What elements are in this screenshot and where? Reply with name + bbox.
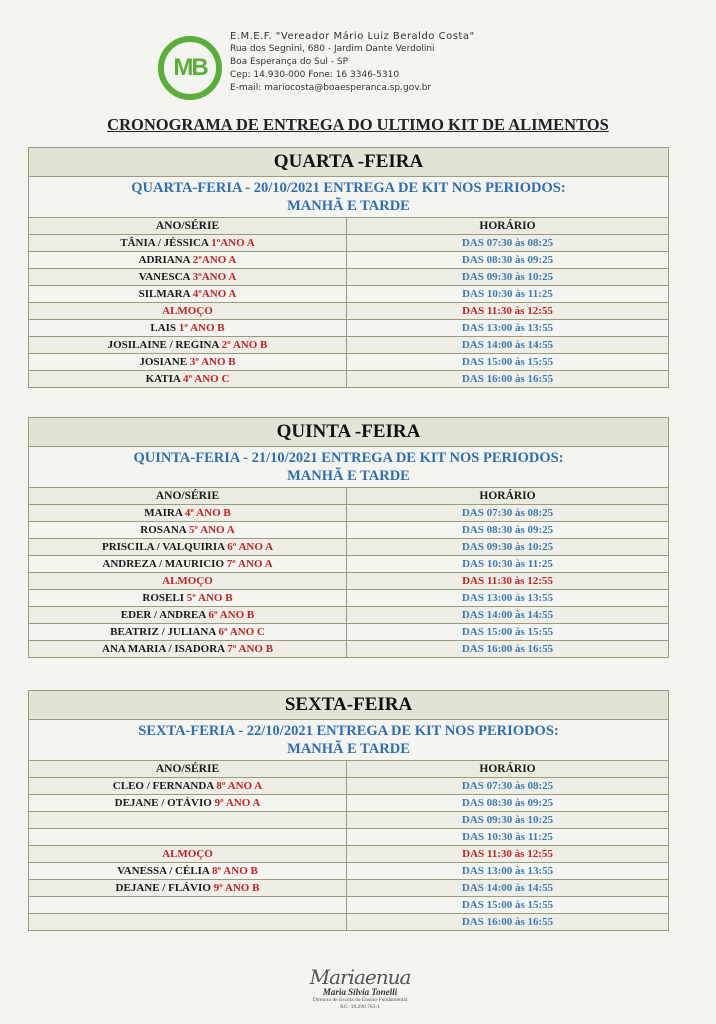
time-cell: DAS 13:00 às 13:55 xyxy=(347,863,669,880)
grade-label: 6º ANO A xyxy=(227,541,274,553)
student-names: VANESSA / CÉLIA xyxy=(117,865,213,877)
grade-label: 4º ANO B xyxy=(184,507,231,519)
time-cell: DAS 08:30 às 09:25 xyxy=(347,522,669,539)
time-cell: DAS 16:00 às 16:55 xyxy=(347,371,669,388)
student-cell xyxy=(29,371,347,388)
student-cell xyxy=(29,269,347,286)
student-names: VANESCA xyxy=(138,271,193,283)
col-header-student: ANO/SÉRIE xyxy=(29,761,347,778)
student-names: ROSANA xyxy=(140,524,189,536)
time-cell: DAS 16:00 às 16:55 xyxy=(347,641,669,658)
table-row xyxy=(29,522,669,539)
table-row xyxy=(29,863,669,880)
table-row xyxy=(29,795,669,812)
table-row xyxy=(29,371,669,388)
day-subtitle-line1: SEXTA-FERIA - 22/10/2021 ENTREGA DE KIT NOS PERIODOS: xyxy=(138,723,559,739)
student-names: LAIS xyxy=(150,322,179,334)
table-row xyxy=(29,573,669,590)
student-cell xyxy=(29,863,347,880)
grade-label: 7º ANO A xyxy=(226,558,273,570)
schedule-table xyxy=(28,690,669,931)
table-row xyxy=(29,556,669,573)
time-cell: DAS 09:30 às 10:25 xyxy=(347,812,669,829)
student-cell xyxy=(29,880,347,897)
grade-label: 6º ANO C xyxy=(218,626,265,638)
table-row xyxy=(29,269,669,286)
student-cell xyxy=(29,829,347,846)
grade-label: 6º ANO B xyxy=(208,609,255,621)
time-cell: DAS 16:00 às 16:55 xyxy=(347,914,669,931)
table-row xyxy=(29,829,669,846)
time-cell: DAS 10:30 às 11:25 xyxy=(347,556,669,573)
student-cell xyxy=(29,624,347,641)
student-cell xyxy=(29,539,347,556)
time-cell: DAS 14:00 às 14:55 xyxy=(347,880,669,897)
student-names: KATIA xyxy=(145,373,183,385)
time-cell: DAS 11:30 às 12:55 xyxy=(347,573,669,590)
student-names: ANA MARIA / ISADORA xyxy=(101,643,228,655)
time-cell: DAS 09:30 às 10:25 xyxy=(347,269,669,286)
time-cell: DAS 13:00 às 13:55 xyxy=(347,320,669,337)
student-names: SILMARA xyxy=(138,288,193,300)
grade-label: 9º ANO A xyxy=(214,797,261,809)
student-names: EDER / ANDREA xyxy=(120,609,209,621)
school-logo: MB xyxy=(158,36,222,100)
col-header-student: ANO/SÉRIE xyxy=(29,488,347,505)
table-row xyxy=(29,539,669,556)
grade-label: 9º ANO B xyxy=(213,882,260,894)
time-cell: DAS 11:30 às 12:55 xyxy=(347,846,669,863)
table-row xyxy=(29,624,669,641)
student-cell xyxy=(29,641,347,658)
day-schedule-2 xyxy=(28,690,668,931)
table-row xyxy=(29,320,669,337)
grade-label: 8º ANO A xyxy=(216,780,263,792)
grade-label: 3ºANO A xyxy=(192,271,237,283)
grade-label: 7º ANO B xyxy=(227,643,274,655)
student-cell xyxy=(29,897,347,914)
grade-label: ALMOÇO xyxy=(162,575,213,587)
day-name: SEXTA-FEIRA xyxy=(29,691,669,720)
student-cell xyxy=(29,252,347,269)
school-name: E.M.E.F. "Vereador Mário Luiz Beraldo Costa" xyxy=(230,31,475,42)
signature-role: Diretora de Escola do Ensino Fundamental xyxy=(312,997,408,1003)
student-cell xyxy=(29,812,347,829)
student-names: DEJANE / FLÁVIO xyxy=(115,882,214,894)
col-header-time: HORÁRIO xyxy=(347,218,669,235)
day-subtitle xyxy=(29,177,669,218)
student-names: ADRIANA xyxy=(138,254,193,266)
grade-label: 3º ANO B xyxy=(189,356,236,368)
school-address-line2: Boa Esperança do Sul - SP xyxy=(230,57,349,67)
time-cell: DAS 10:30 às 11:25 xyxy=(347,829,669,846)
signature-name: Maria Silvia Tonelli xyxy=(322,987,398,997)
grade-label: ALMOÇO xyxy=(162,848,213,860)
grade-label: 1ºANO A xyxy=(211,237,255,249)
table-row xyxy=(29,303,669,320)
student-names: ROSELI xyxy=(142,592,187,604)
day-subtitle-line2: MANHÃ E TARDE xyxy=(287,198,410,214)
student-names: JOSILAINE / REGINA xyxy=(107,339,222,351)
student-names: PRISCILA / VALQUIRIA xyxy=(101,541,228,553)
time-cell: DAS 09:30 às 10:25 xyxy=(347,539,669,556)
schedule-table xyxy=(28,417,669,658)
student-cell xyxy=(29,795,347,812)
student-cell xyxy=(29,303,347,320)
day-subtitle-line1: QUINTA-FERIA - 21/10/2021 ENTREGA DE KIT NOS PERIODOS: xyxy=(133,450,564,466)
signature-rg: RG: 18.290.763-1 xyxy=(340,1004,380,1010)
table-row xyxy=(29,778,669,795)
table-row xyxy=(29,914,669,931)
time-cell: DAS 07:30 às 08:25 xyxy=(347,778,669,795)
grade-label: 4º ANO C xyxy=(182,373,230,385)
table-row xyxy=(29,641,669,658)
grade-label: 8º ANO B xyxy=(212,865,258,877)
table-row xyxy=(29,846,669,863)
school-info xyxy=(230,30,475,95)
time-cell: DAS 14:00 às 14:55 xyxy=(347,337,669,354)
day-subtitle xyxy=(29,720,669,761)
grade-label: 2º ANO B xyxy=(221,339,268,351)
student-cell xyxy=(29,556,347,573)
student-names: TÂNIA / JÉSSICA xyxy=(120,237,212,249)
student-cell xyxy=(29,286,347,303)
document-title: CRONOGRAMA DE ENTREGA DO ULTIMO KIT DE ALIMENTOS xyxy=(107,115,609,134)
grade-label: 1º ANO B xyxy=(178,322,225,334)
day-name: QUINTA -FEIRA xyxy=(29,418,669,447)
signature-scribble: Mariaenua xyxy=(309,965,411,989)
table-row xyxy=(29,337,669,354)
table-row xyxy=(29,590,669,607)
student-names: MAIRA xyxy=(144,507,185,519)
day-schedule-1 xyxy=(28,417,668,658)
student-cell xyxy=(29,505,347,522)
table-row xyxy=(29,354,669,371)
student-cell xyxy=(29,354,347,371)
time-cell: DAS 08:30 às 09:25 xyxy=(347,252,669,269)
time-cell: DAS 07:30 às 08:25 xyxy=(347,505,669,522)
table-row xyxy=(29,880,669,897)
time-cell: DAS 15:00 às 15:55 xyxy=(347,624,669,641)
time-cell: DAS 10:30 às 11:25 xyxy=(347,286,669,303)
col-header-student: ANO/SÉRIE xyxy=(29,218,347,235)
student-cell xyxy=(29,590,347,607)
day-schedule-0 xyxy=(28,147,668,388)
student-cell xyxy=(29,778,347,795)
student-names: JOSIANE xyxy=(139,356,190,368)
student-names: ANDREZA / MAURICIO xyxy=(102,558,227,570)
day-name: QUARTA -FEIRA xyxy=(29,148,669,177)
schedule-table xyxy=(28,147,669,388)
student-cell xyxy=(29,337,347,354)
grade-label: 5º ANO A xyxy=(188,524,235,536)
time-cell: DAS 07:30 às 08:25 xyxy=(347,235,669,252)
grade-label: 4ºANO A xyxy=(192,288,237,300)
table-row xyxy=(29,897,669,914)
student-cell xyxy=(29,846,347,863)
table-row xyxy=(29,286,669,303)
day-subtitle-line2: MANHÃ E TARDE xyxy=(287,741,410,757)
table-row xyxy=(29,252,669,269)
school-address-line1: Rua dos Segnini, 680 - Jardim Dante Verdolini xyxy=(230,44,435,54)
student-cell xyxy=(29,522,347,539)
student-cell xyxy=(29,235,347,252)
school-phone: Cep: 14.930-000 Fone: 16 3346-5310 xyxy=(230,70,400,80)
time-cell: DAS 14:00 às 14:55 xyxy=(347,607,669,624)
table-row xyxy=(29,505,669,522)
day-subtitle-line1: QUARTA-FERIA - 20/10/2021 ENTREGA DE KIT NOS PERIODOS: xyxy=(131,180,566,196)
student-cell xyxy=(29,573,347,590)
school-email: E-mail: mariocosta@boaesperanca.sp.gov.br xyxy=(230,83,432,93)
student-cell xyxy=(29,320,347,337)
time-cell: DAS 13:00 às 13:55 xyxy=(347,590,669,607)
col-header-time: HORÁRIO xyxy=(347,488,669,505)
student-names: CLEO / FERNANDA xyxy=(112,780,217,792)
table-row xyxy=(29,812,669,829)
student-names: DEJANE / OTÁVIO xyxy=(114,797,215,809)
day-subtitle xyxy=(29,447,669,488)
time-cell: DAS 15:00 às 15:55 xyxy=(347,354,669,371)
time-cell: DAS 11:30 às 12:55 xyxy=(347,303,669,320)
time-cell: DAS 15:00 às 15:55 xyxy=(347,897,669,914)
student-names: BEATRIZ / JULIANA xyxy=(110,626,219,638)
grade-label: 2ºANO A xyxy=(192,254,237,266)
day-subtitle-line2: MANHÃ E TARDE xyxy=(287,468,410,484)
col-header-time: HORÁRIO xyxy=(347,761,669,778)
table-row xyxy=(29,235,669,252)
signature-block xyxy=(270,965,450,1011)
school-header xyxy=(158,28,578,108)
table-row xyxy=(29,607,669,624)
grade-label: 5º ANO B xyxy=(186,592,233,604)
student-cell xyxy=(29,607,347,624)
student-cell xyxy=(29,914,347,931)
time-cell: DAS 08:30 às 09:25 xyxy=(347,795,669,812)
grade-label: ALMOÇO xyxy=(162,305,213,317)
